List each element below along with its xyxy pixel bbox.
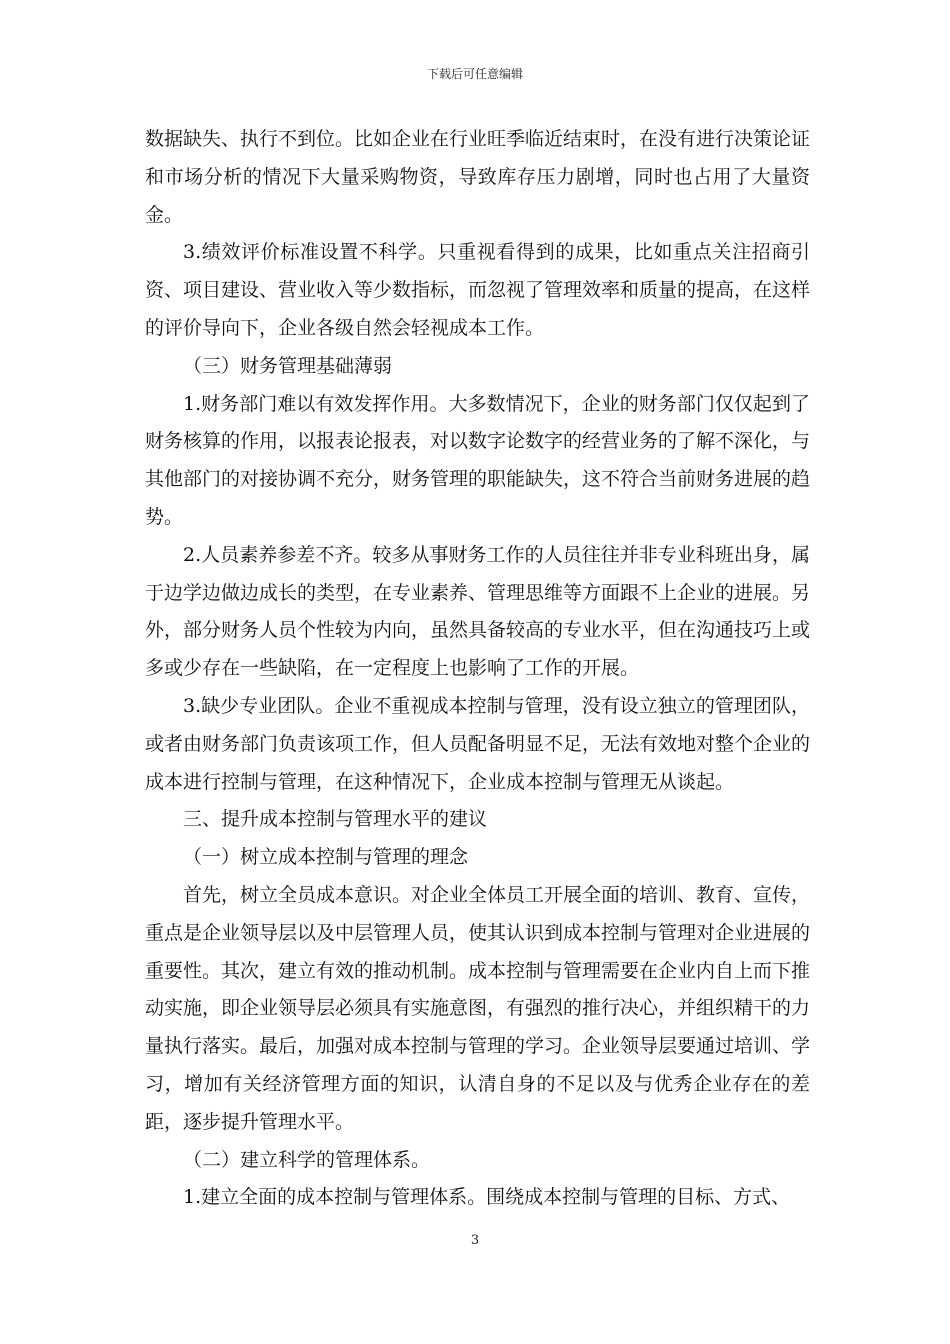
page-number: 3 [470,1233,480,1248]
page-header: 下载后可任意编辑 [426,67,523,81]
paragraph-professional-team: 3.缺少专业团队。企业不重视成本控制与管理，没有设立独立的管理团队，或者由财务部门负责该项工作，但人员配备明显不足，无法有效地对整个企业的成本进行控制与管理，在这种情况下，企业成本控制与管理无从谈起。 [145,694,811,793]
paragraph-performance-evaluation: 3.绩效评价标准设置不科学。只重视看得到的成果，比如重点关注招商引资、项目建设、营业收入等少数指标，而忽视了管理效率和质量的提高，在这样的评价导向下，企业各级自然会轻视成本工作。 [145,241,811,339]
section-heading-management-system: （二）建立科学的管理体系。 [183,1148,431,1171]
paragraph-finance-department: 1.财务部门难以有效发挥作用。大多数情况下，企业的财务部门仅仅起到了财务核算的作用，以报表论报表，对以数字论数字的经营业务的了解不深化，与其他部门的对接协调不充分，财务管理的职能缺失，这不符合当前财务进展的趋势。 [145,392,811,528]
chapter-heading-suggestions: 三、提升成本控制与管理水平的建议 [183,808,488,831]
section-heading-cost-concept: （一）树立成本控制与管理的理念 [183,846,469,869]
paragraph-cost-awareness: 首先，树立全员成本意识。对企业全体员工开展全面的培训、教育、宣传，重点是企业领导层以及中层管理人员，使其认识到成本控制与管理对企业进展的重要性。其次，建立有效的推动机制。成本控制与管理需要在企业内自上而下推动实施，即企业领导层必须具有实施意图，有强烈的推行决心，并组织精干的力量执行落实。最后，加强对成本控制与管理的学习。企业领导层要通过培训、学习，增加有关经济管理方面的知识，认清自身的不足以及与优秀企业存在的差距，逐步提升管理水平。 [145,883,811,1133]
paragraph-comprehensive-system: 1.建立全面的成本控制与管理体系。围绕成本控制与管理的目标、方式、 [183,1186,791,1209]
paragraph-continuation: 数据缺失、执行不到位。比如企业在行业旺季临近结束时，在没有进行决策论证和市场分析的情况下大量采购物资，导致库存压力剧增，同时也占用了大量资金。 [145,128,811,226]
document-body [145,121,810,1217]
paragraph-staff-quality: 2.人员素养参差不齐。较多从事财务工作的人员往往并非专业科班出身，属于边学边做边成长的类型，在专业素养、管理思维等方面跟不上企业的进展。另外，部分财务人员个性较为内向，虽然具备较高的专业水平，但在沟通技巧上或多或少存在一些缺陷，在一定程度上也影响了工作的开展。 [145,543,811,680]
section-heading-finance-foundation: （三）财务管理基础薄弱 [183,354,393,377]
